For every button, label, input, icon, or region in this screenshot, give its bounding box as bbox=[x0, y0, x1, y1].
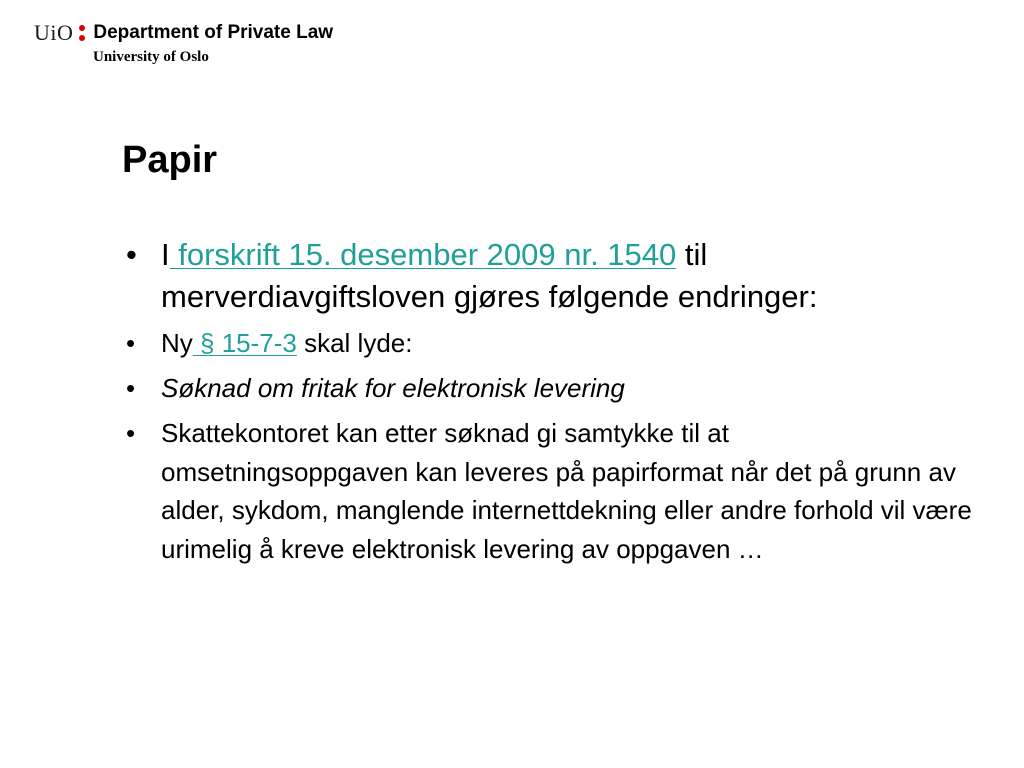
department-name: Department of Private Law bbox=[93, 22, 334, 43]
bullet-suffix: skal lyde: bbox=[296, 328, 413, 358]
logo-dot bbox=[79, 35, 85, 41]
slide-title: Papir bbox=[122, 139, 218, 181]
uio-wordmark: UiO bbox=[34, 20, 74, 45]
bullet-section-heading bbox=[122, 369, 982, 408]
uio-logo bbox=[34, 18, 333, 66]
bullet-section-body bbox=[122, 414, 982, 568]
bullet-text: Skattekontoret kan etter søknad gi samtykke til at omsetningsoppgaven kan leveres på papirformat når det på grunn av alder, sykdom, manglende internettdekning eller andre forhold vil være urimelig å kreve elektronisk levering av oppgaven … bbox=[161, 418, 972, 564]
uio-dots-icon bbox=[79, 25, 85, 41]
bullet-new-section bbox=[122, 324, 982, 363]
bullet-text: Søknad om fritak for elektronisk levering bbox=[161, 373, 625, 403]
logo-row bbox=[34, 18, 333, 48]
university-name: University of Oslo bbox=[93, 49, 209, 65]
bullet-suffix: til merverdiavgiftsloven gjøres følgende endringer: bbox=[161, 237, 818, 314]
bullet-list bbox=[122, 234, 982, 574]
bullet-regulation-amendment bbox=[122, 234, 982, 318]
regulation-link[interactable]: forskrift 15. desember 2009 nr. 1540 bbox=[169, 237, 677, 272]
logo-dot bbox=[79, 25, 85, 31]
section-link[interactable]: § 15-7-3 bbox=[192, 328, 297, 358]
bullet-prefix: Ny bbox=[161, 328, 193, 358]
bullet-prefix: I bbox=[161, 237, 170, 272]
